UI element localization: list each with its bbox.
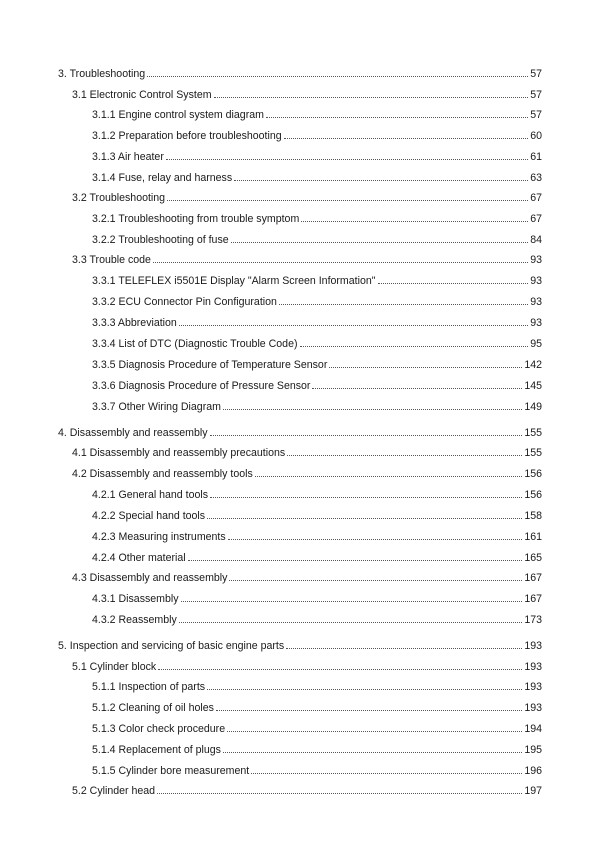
toc-entry-page-number: 93: [530, 296, 542, 308]
dot-leader: [266, 108, 528, 118]
toc-entry-title: 4.2.3 Measuring instruments: [92, 531, 226, 543]
toc-entry[interactable]: [72, 784, 542, 798]
toc-entry[interactable]: [92, 233, 542, 247]
toc-entry-page-number: 67: [530, 213, 542, 225]
toc-entry[interactable]: [92, 680, 542, 694]
toc-entry[interactable]: [92, 743, 542, 757]
dot-leader: [210, 426, 523, 436]
toc-entry[interactable]: [92, 295, 542, 309]
toc-entry[interactable]: [92, 316, 542, 330]
toc-entry-page-number: 158: [524, 510, 542, 522]
toc-entry[interactable]: [92, 129, 542, 143]
toc-entry-title: 3.1.3 Air heater: [92, 151, 164, 163]
toc-entry[interactable]: [92, 701, 542, 715]
dot-leader: [166, 150, 528, 160]
toc-entry[interactable]: [92, 530, 542, 544]
toc-entry-title: 3.2.2 Troubleshooting of fuse: [92, 234, 229, 246]
toc-entry-title: 3.3.3 Abbreviation: [92, 317, 177, 329]
toc-entry-title: 3. Troubleshooting: [58, 68, 146, 80]
toc-entry-page-number: 194: [524, 723, 542, 735]
dot-leader: [223, 743, 522, 753]
toc-entry[interactable]: [72, 467, 542, 481]
dot-leader: [207, 509, 522, 519]
dot-leader: [179, 613, 523, 623]
toc-entry-page-number: 193: [524, 661, 542, 673]
toc-entry[interactable]: [72, 191, 542, 205]
toc-entry-title: 4.2.4 Other material: [92, 552, 186, 564]
dot-leader: [157, 784, 522, 794]
dot-leader: [228, 530, 523, 540]
dot-leader: [300, 337, 529, 347]
toc-entry[interactable]: [92, 488, 542, 502]
toc-entry-page-number: 173: [524, 614, 542, 626]
toc-entry[interactable]: [72, 88, 542, 102]
toc-entry-page-number: 61: [530, 151, 542, 163]
toc-entry[interactable]: [72, 571, 542, 585]
toc-entry-title: 4. Disassembly and reassembly: [58, 427, 208, 439]
dot-leader: [255, 467, 523, 477]
dot-leader: [207, 680, 522, 690]
toc-entry[interactable]: [58, 67, 542, 81]
toc-entry-title: 4.2.2 Special hand tools: [92, 510, 206, 522]
toc-entry[interactable]: [72, 660, 542, 674]
dot-leader: [216, 701, 522, 711]
toc-entry[interactable]: [92, 400, 542, 414]
toc-entry[interactable]: [58, 426, 542, 440]
toc-entry-title: 4.2.1 General hand tools: [92, 489, 209, 501]
toc-entry-page-number: 193: [524, 681, 542, 693]
toc-entry-page-number: 57: [530, 109, 542, 121]
toc-entry[interactable]: [92, 212, 542, 226]
toc-entry-page-number: 156: [524, 468, 542, 480]
toc-entry[interactable]: [92, 592, 542, 606]
toc-entry[interactable]: [92, 274, 542, 288]
toc-entry-page-number: 93: [530, 254, 542, 266]
dot-leader: [147, 67, 528, 77]
dot-leader: [231, 233, 529, 243]
toc-entry-title: 3.3.5 Diagnosis Procedure of Temperature Sensor: [92, 359, 328, 371]
toc-entry-title: 3.3.6 Diagnosis Procedure of Pressure Sensor: [92, 380, 311, 392]
toc-entry-title: 5.1.3 Color check procedure: [92, 723, 226, 735]
toc-entry-title: 3.2 Troubleshooting: [72, 192, 166, 204]
dot-leader: [179, 316, 528, 326]
toc-entry-page-number: 149: [524, 401, 542, 413]
toc-entry-title: 5. Inspection and servicing of basic engine parts: [58, 640, 285, 652]
toc-entry-title: 5.2 Cylinder head: [72, 785, 156, 797]
toc-entry-title: 5.1 Cylinder block: [72, 661, 157, 673]
toc-entry-title: 3.1.2 Preparation before troubleshooting: [92, 130, 282, 142]
toc-entry-title: 4.2 Disassembly and reassembly tools: [72, 468, 253, 480]
toc-entry-page-number: 57: [530, 89, 542, 101]
dot-leader: [251, 764, 522, 774]
toc-entry-page-number: 193: [524, 640, 542, 652]
toc-entry[interactable]: [92, 171, 542, 185]
toc-entry-title: 4.3 Disassembly and reassembly: [72, 572, 228, 584]
toc-entry-title: 3.3 Trouble code: [72, 254, 151, 266]
toc-entry-title: 3.1.1 Engine control system diagram: [92, 109, 264, 121]
toc-entry-page-number: 193: [524, 702, 542, 714]
toc-entry-page-number: 142: [524, 359, 542, 371]
toc-entry-page-number: 63: [530, 172, 542, 184]
toc-entry-page-number: 93: [530, 275, 542, 287]
dot-leader: [227, 722, 522, 732]
dot-leader: [158, 660, 522, 670]
dot-leader: [234, 171, 528, 181]
dot-leader: [223, 400, 522, 410]
dot-leader: [229, 571, 522, 581]
dot-leader: [188, 551, 523, 561]
toc-entry[interactable]: [72, 253, 542, 267]
toc-entry-page-number: 196: [524, 765, 542, 777]
toc-entry-page-number: 165: [524, 552, 542, 564]
toc-entry[interactable]: [92, 358, 542, 372]
toc-entry-page-number: 155: [524, 427, 542, 439]
toc-entry[interactable]: [92, 764, 542, 778]
toc-entry-title: 3.2.1 Troubleshooting from trouble symptom: [92, 213, 300, 225]
toc-entry-page-number: 93: [530, 317, 542, 329]
toc-entry-page-number: 57: [530, 68, 542, 80]
dot-leader: [287, 446, 522, 456]
toc-entry-title: 4.3.1 Disassembly: [92, 593, 179, 605]
dot-leader: [378, 274, 529, 284]
toc-entry-page-number: 155: [524, 447, 542, 459]
toc-entry-title: 5.1.4 Replacement of plugs: [92, 744, 221, 756]
toc-entry-title: 5.1.1 Inspection of parts: [92, 681, 206, 693]
dot-leader: [312, 379, 522, 389]
toc-entry-title: 3.3.1 TELEFLEX i5501E Display "Alarm Screen Information": [92, 275, 376, 287]
toc-entry-page-number: 145: [524, 380, 542, 392]
toc-entry[interactable]: [92, 337, 542, 351]
dot-leader: [284, 129, 529, 139]
dot-leader: [286, 639, 522, 649]
dot-leader: [167, 191, 528, 201]
toc-entry[interactable]: [58, 639, 542, 653]
toc-entry-title: 3.1.4 Fuse, relay and harness: [92, 172, 233, 184]
dot-leader: [329, 358, 522, 368]
dot-leader: [301, 212, 528, 222]
toc-entry-title: 3.1 Electronic Control System: [72, 89, 212, 101]
toc-entry-page-number: 95: [530, 338, 542, 350]
toc-entry-page-number: 67: [530, 192, 542, 204]
toc-entry-page-number: 156: [524, 489, 542, 501]
toc-entry-page-number: 195: [524, 744, 542, 756]
toc-entry-title: 3.3.7 Other Wiring Diagram: [92, 401, 221, 413]
toc-entry[interactable]: [92, 613, 542, 627]
toc-entry[interactable]: [92, 722, 542, 736]
toc-entry-page-number: 161: [524, 531, 542, 543]
dot-leader: [279, 295, 528, 305]
toc-entry[interactable]: [92, 379, 542, 393]
dot-leader: [181, 592, 523, 602]
toc-entry-title: 5.1.5 Cylinder bore measurement: [92, 765, 250, 777]
toc-entry-title: 3.3.4 List of DTC (Diagnostic Trouble Code): [92, 338, 298, 350]
toc-entry[interactable]: [92, 509, 542, 523]
dot-leader: [210, 488, 522, 498]
dot-leader: [153, 253, 528, 263]
toc-entry-title: 4.3.2 Reassembly: [92, 614, 177, 626]
toc-entry-title: 5.1.2 Cleaning of oil holes: [92, 702, 214, 714]
toc-entry-page-number: 167: [524, 572, 542, 584]
toc-entry[interactable]: [92, 108, 542, 122]
toc-entry-page-number: 84: [530, 234, 542, 246]
toc-entry-page-number: 60: [530, 130, 542, 142]
toc-entry-page-number: 197: [524, 785, 542, 797]
toc-entry[interactable]: [92, 551, 542, 565]
toc-entry[interactable]: [72, 446, 542, 460]
toc-entry[interactable]: [92, 150, 542, 164]
toc-entry-title: 3.3.2 ECU Connector Pin Configuration: [92, 296, 277, 308]
dot-leader: [214, 88, 529, 98]
toc-entry-page-number: 167: [524, 593, 542, 605]
toc-entry-title: 4.1 Disassembly and reassembly precautions: [72, 447, 286, 459]
